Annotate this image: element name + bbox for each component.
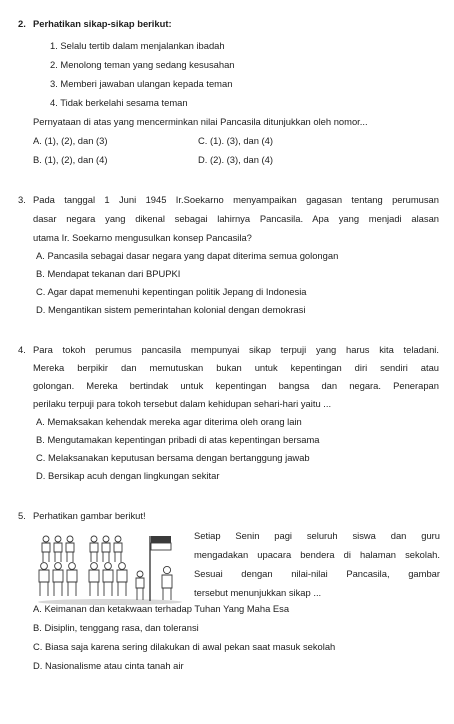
q4-option-c[interactable]: C. Melaksanakan keputusan bersama dengan bertanggung jawab xyxy=(36,452,310,463)
q4-text-line: Para tokoh perumus pancasila mempunyai sikap terpuji yang harus kita teladani. xyxy=(33,344,439,355)
q5-text-line: Sesuai dengan nilai-nilai Pancasila, gambar xyxy=(194,568,440,579)
q5-text-line: tersebut menunjukkan sikap ... xyxy=(194,587,322,598)
q4-option-b[interactable]: B. Mengutamakan kepentingan pribadi di atas kepentingan bersama xyxy=(36,434,320,445)
q4-option-d[interactable]: D. Bersikap acuh dengan lingkungan sekitar xyxy=(36,470,220,481)
q3-text-line: Pada tanggal 1 Juni 1945 Ir.Soekarno menyampaikan gagasan tentang perumusan xyxy=(33,194,439,205)
q5-option-b[interactable]: B. Disiplin, tenggang rasa, dan toleransi xyxy=(33,622,199,633)
q5-option-a[interactable]: A. Keimanan dan ketakwaan terhadap Tuhan Yang Maha Esa xyxy=(33,603,290,614)
q5-text-line: Setiap Senin pagi seluruh siswa dan guru xyxy=(194,530,440,541)
q2-option-c[interactable]: C. (1). (3), dan (4) xyxy=(198,135,274,146)
q5-option-c[interactable]: C. Biasa saja karena sering dilakukan di awal pekan saat masuk sekolah xyxy=(33,641,336,652)
q2-option-a[interactable]: A. (1), (2), dan (3) xyxy=(33,135,108,146)
q2-statement: Pernyataan di atas yang mencerminkan nilai Pancasila ditunjukkan oleh nomor... xyxy=(33,116,368,127)
q3-option-d[interactable]: D. Mengantikan sistem pemerintahan kolonial dengan demokrasi xyxy=(36,304,306,315)
q2-option-b[interactable]: B. (1), (2), dan (4) xyxy=(33,154,108,165)
flag-ceremony-illustration xyxy=(36,530,184,606)
q5-number: 5. xyxy=(18,510,26,521)
q5-text-line: mengadakan upacara bendera di halaman sekolah. xyxy=(194,549,440,560)
q2-item: 1. Selalu tertib dalam menjalankan ibadah xyxy=(50,40,225,51)
q3-text-line: dasar negara yang dikenal sebagai lahirnya Pancasila. Apa yang menjadi alasan xyxy=(33,213,439,224)
q3-option-a[interactable]: A. Pancasila sebagai dasar negara yang dapat diterima semua golongan xyxy=(36,250,339,261)
q5-option-d[interactable]: D. Nasionalisme atau cinta tanah air xyxy=(33,660,184,671)
q4-text-line: golongan. Mereka bertindak untuk kepentingan bangsa dan negara. Penerapan xyxy=(33,380,439,391)
q4-text-line: Mereka berpikir dan memutuskan bukan untuk kepentingan diri sendiri atau xyxy=(33,362,439,373)
q2-option-d[interactable]: D. (2). (3), dan (4) xyxy=(198,154,274,165)
q4-number: 4. xyxy=(18,344,26,355)
q5-prompt: Perhatikan gambar berikut! xyxy=(33,510,146,521)
q2-prompt: Perhatikan sikap-sikap berikut: xyxy=(33,18,172,29)
q2-item: 2. Menolong teman yang sedang kesusahan xyxy=(50,59,235,70)
q2-number: 2. xyxy=(18,18,26,29)
q3-text-line: utama Ir. Soekarno mengusulkan konsep Pancasila? xyxy=(33,232,252,243)
q3-option-b[interactable]: B. Mendapat tekanan dari BPUPKI xyxy=(36,268,181,279)
q3-option-c[interactable]: C. Agar dapat memenuhi kepentingan politik Jepang di Indonesia xyxy=(36,286,307,297)
q3-number: 3. xyxy=(18,194,26,205)
q2-item: 3. Memberi jawaban ulangan kepada teman xyxy=(50,78,233,89)
q2-item: 4. Tidak berkelahi sesama teman xyxy=(50,97,188,108)
q4-text-line: perilaku terpuji para tokoh tersebut dalam kehidupan sehari-hari yaitu ... xyxy=(33,398,332,409)
q4-option-a[interactable]: A. Memaksakan kehendak mereka agar diterima oleh orang lain xyxy=(36,416,302,427)
